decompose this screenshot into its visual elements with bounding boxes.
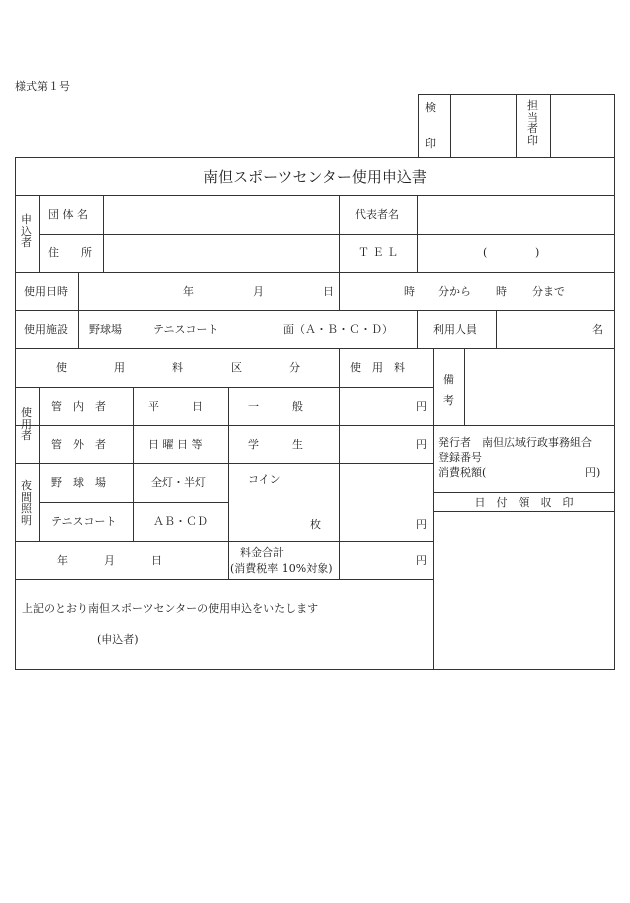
inside-resident-label: 管 内 者 — [51, 400, 106, 413]
representative-label: 代表者名 — [355, 208, 399, 221]
receipt-stamp-label: 日 付 領 収 印 — [474, 496, 574, 509]
student-fee-field[interactable] — [340, 426, 412, 463]
users-count-field[interactable] — [497, 311, 587, 348]
tennis-courts-selection[interactable]: 面（Ａ・Ｂ・Ｃ・Ｄ） — [283, 323, 393, 336]
end-hour-unit: 時 — [496, 285, 507, 298]
application-year-unit: 年 — [57, 554, 68, 567]
persons-unit: 名 — [592, 323, 603, 336]
facility-baseball-option[interactable]: 野球場 — [89, 323, 122, 336]
general-fee-yen: 円 — [416, 400, 427, 413]
facility-label: 使用施設 — [24, 323, 68, 336]
fee-header-label: 使 用 料 — [350, 361, 405, 374]
end-minute-until: 分まで — [532, 285, 565, 298]
holiday-label: 日 曜 日 等 — [148, 438, 203, 451]
usage-month-unit: 月 — [253, 285, 264, 298]
address-label: 住 所 — [48, 246, 92, 259]
application-day-unit: 日 — [151, 554, 162, 567]
applicant-signature-label: (申込者) — [97, 633, 139, 646]
coin-label: コイン — [248, 473, 281, 486]
group-name-field[interactable] — [104, 196, 339, 234]
coin-count-field[interactable] — [229, 488, 309, 538]
tax-rate-note: (消費税率 10%対象) — [230, 562, 333, 575]
general-label: 一 般 — [248, 400, 303, 413]
issuer-line: 発行者 南但広域行政事務組合 — [438, 436, 592, 449]
student-label: 学 生 — [248, 438, 303, 451]
tel-paren-open: ( — [483, 246, 488, 259]
night-lighting-label: 夜 間 照 明 — [21, 479, 32, 527]
facility-tennis-option[interactable]: テニスコート — [153, 323, 219, 336]
receipt-stamp-field[interactable] — [434, 512, 614, 669]
usage-datetime-label: 使用日時 — [24, 285, 68, 298]
remarks-label: 備 考 — [443, 373, 454, 407]
staff-seal-label: 担 当 者 印 — [527, 99, 538, 147]
consumption-tax-yen: 円) — [585, 466, 601, 479]
lighting-fee-yen: 円 — [416, 518, 427, 531]
full-half-lighting-option[interactable]: 全灯・半灯 — [151, 476, 206, 489]
application-date-field[interactable] — [16, 542, 228, 579]
total-fee-yen: 円 — [416, 554, 427, 567]
general-fee-field[interactable] — [340, 388, 412, 425]
usage-time-field[interactable] — [340, 273, 614, 310]
user-section-label: 使 用 者 — [21, 406, 32, 443]
start-hour-unit: 時 — [404, 285, 415, 298]
representative-field[interactable] — [418, 196, 614, 234]
staff-seal-field[interactable] — [551, 95, 614, 157]
users-count-label: 利用人員 — [433, 323, 477, 336]
total-fee-label: 料金合計 — [240, 546, 284, 559]
inspection-stamp-field[interactable] — [451, 95, 516, 157]
fee-category-char-4: 区 — [231, 361, 242, 374]
lighting-fee-field[interactable] — [340, 464, 412, 541]
application-month-unit: 月 — [104, 554, 115, 567]
usage-year-unit: 年 — [183, 285, 194, 298]
form-title: 南但スポーツセンター使用申込書 — [203, 168, 427, 186]
applicant-signature-field[interactable] — [160, 626, 420, 656]
fee-category-char-1: 使 — [56, 361, 67, 374]
night-tennis-label: テニスコート — [51, 515, 117, 528]
form-number: 様式第１号 — [15, 80, 70, 93]
student-fee-yen: 円 — [416, 438, 427, 451]
usage-date-field[interactable] — [79, 273, 339, 310]
usage-day-unit: 日 — [323, 285, 334, 298]
group-name-label: 団 体 名 — [48, 208, 88, 221]
court-pair-option[interactable]: ＡＢ・ＣＤ — [153, 515, 208, 528]
start-minute-from: 分から — [438, 285, 471, 298]
registration-number-label: 登録番号 — [438, 451, 482, 464]
fee-category-char-5: 分 — [289, 361, 300, 374]
inspection-label-bottom: 印 — [425, 137, 436, 150]
fee-category-char-3: 料 — [172, 361, 183, 374]
address-field[interactable] — [104, 235, 339, 272]
weekday-label: 平 日 — [148, 400, 203, 413]
coin-sheets-unit: 枚 — [310, 518, 321, 531]
outside-resident-label: 管 外 者 — [51, 438, 106, 451]
declaration-text: 上記のとおり南但スポーツセンターの使用申込をいたします — [22, 602, 319, 615]
tel-label: Ｔ Ｅ Ｌ — [358, 246, 398, 259]
total-fee-field[interactable] — [340, 542, 412, 579]
inspection-label-top: 検 — [425, 101, 436, 114]
tel-paren-close: ) — [535, 246, 540, 259]
fee-category-char-2: 用 — [114, 361, 125, 374]
consumption-tax-label: 消費税額( — [438, 466, 487, 479]
tel-field[interactable] — [418, 235, 614, 272]
applicant-section-label: 申 込 者 — [21, 213, 32, 250]
remarks-field[interactable] — [465, 349, 614, 425]
night-baseball-label: 野 球 場 — [51, 476, 106, 489]
